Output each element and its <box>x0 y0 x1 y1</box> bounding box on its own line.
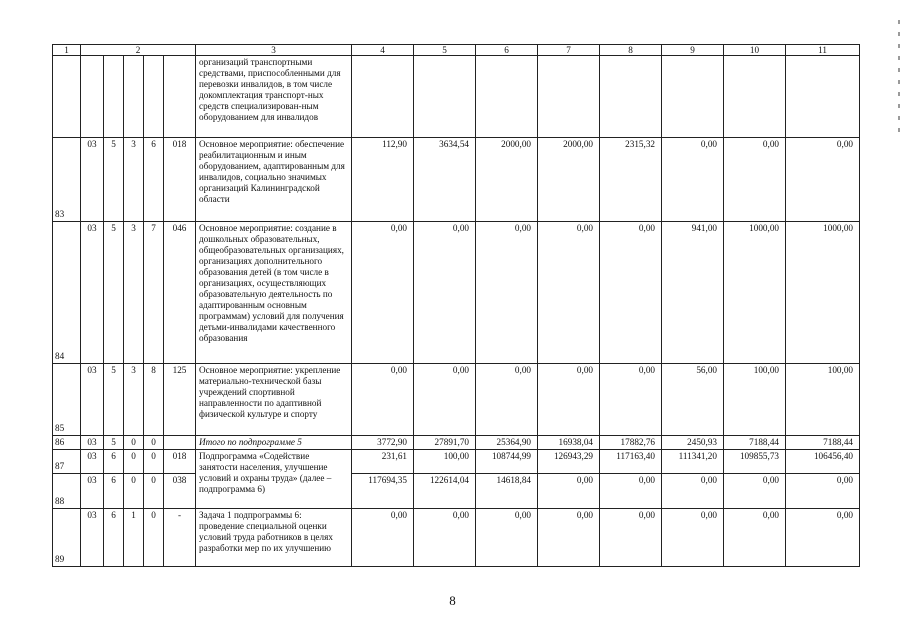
value-cell <box>352 56 414 138</box>
value-cell <box>538 56 600 138</box>
value-cell: 0,00 <box>662 474 724 509</box>
description-cell: Задача 1 подпрограммы 6: проведение специальной оценки условий труда работников в целях разработки мер по их улучшению <box>196 509 352 567</box>
value-cell: 0,00 <box>662 509 724 567</box>
value-cell: 126943,29 <box>538 450 600 474</box>
value-cell: 7188,44 <box>786 436 860 450</box>
value-cell: 109855,73 <box>724 450 786 474</box>
value-cell: 100,00 <box>414 450 476 474</box>
value-cell: 0,00 <box>414 509 476 567</box>
value-cell <box>414 56 476 138</box>
header-cell: 1 <box>53 45 81 56</box>
value-cell: 56,00 <box>662 364 724 436</box>
row-number: 86 <box>53 436 81 450</box>
table-row <box>53 222 860 364</box>
value-cell: 0,00 <box>600 509 662 567</box>
table-row <box>53 56 860 138</box>
code-cell: 0 <box>124 436 144 450</box>
header-cell: 7 <box>538 45 600 56</box>
header-cell: 10 <box>724 45 786 56</box>
value-cell: 17882,76 <box>600 436 662 450</box>
row-number <box>53 56 81 138</box>
value-cell: 0,00 <box>352 509 414 567</box>
code-cell: 03 <box>81 138 104 222</box>
value-cell <box>662 56 724 138</box>
value-cell: 941,00 <box>662 222 724 364</box>
code-cell: 03 <box>81 436 104 450</box>
description-cell: Основное мероприятие: создание в дошкольных образовательных, общеобразовательных организациях, организациях дополнительного образования детей (в том числе в организациях, осуществляющих образовательную деятельность по адаптированным основным программам) условий для получения детьми-инвалидами качественного образования <box>196 222 352 364</box>
code-cell: - <box>164 509 196 567</box>
description-cell: Итого по подпрограмме 5 <box>196 436 352 450</box>
code-cell: 5 <box>104 138 124 222</box>
value-cell: 27891,70 <box>414 436 476 450</box>
header-cell: 9 <box>662 45 724 56</box>
header-cell: 6 <box>476 45 538 56</box>
value-cell: 14618,84 <box>476 474 538 509</box>
code-cell: 125 <box>164 364 196 436</box>
value-cell: 0,00 <box>600 222 662 364</box>
value-cell: 0,00 <box>724 474 786 509</box>
value-cell <box>600 56 662 138</box>
value-cell: 0,00 <box>476 222 538 364</box>
code-cell: 6 <box>144 138 164 222</box>
value-cell: 2000,00 <box>538 138 600 222</box>
value-cell: 3634,54 <box>414 138 476 222</box>
value-cell <box>476 56 538 138</box>
code-cell <box>124 56 144 138</box>
code-cell: 018 <box>164 138 196 222</box>
description-cell: Основное мероприятие: обеспечение реабилитационным и иным оборудованием, адаптированным для инвалидов, социально значимых организаций Калининградской области <box>196 138 352 222</box>
value-cell: 0,00 <box>352 364 414 436</box>
budget-table <box>52 44 860 567</box>
code-cell <box>81 56 104 138</box>
table-row <box>53 474 860 509</box>
header-cell: 11 <box>786 45 860 56</box>
value-cell: 0,00 <box>538 509 600 567</box>
code-cell: 03 <box>81 364 104 436</box>
value-cell: 100,00 <box>786 364 860 436</box>
code-cell: 6 <box>104 474 124 509</box>
code-cell: 3 <box>124 138 144 222</box>
code-cell: 8 <box>144 364 164 436</box>
header-cell: 8 <box>600 45 662 56</box>
value-cell: 0,00 <box>724 509 786 567</box>
header-cell: 5 <box>414 45 476 56</box>
row-number: 87 <box>53 450 81 474</box>
code-cell: 6 <box>104 450 124 474</box>
value-cell: 0,00 <box>352 222 414 364</box>
code-cell: 5 <box>104 364 124 436</box>
table-row <box>53 436 860 450</box>
code-cell: 0 <box>144 509 164 567</box>
value-cell: 1000,00 <box>724 222 786 364</box>
value-cell: 0,00 <box>476 509 538 567</box>
scan-margin-marks <box>898 20 901 180</box>
code-cell: 5 <box>104 222 124 364</box>
value-cell: 0,00 <box>786 138 860 222</box>
value-cell: 1000,00 <box>786 222 860 364</box>
value-cell: 0,00 <box>600 474 662 509</box>
header-cell: 4 <box>352 45 414 56</box>
row-number: 88 <box>53 474 81 509</box>
code-cell: 03 <box>81 222 104 364</box>
value-cell: 0,00 <box>538 474 600 509</box>
code-cell: 0 <box>144 474 164 509</box>
value-cell: 0,00 <box>662 138 724 222</box>
value-cell: 100,00 <box>724 364 786 436</box>
value-cell: 16938,04 <box>538 436 600 450</box>
value-cell: 106456,40 <box>786 450 860 474</box>
code-cell: 0 <box>144 450 164 474</box>
table-row <box>53 364 860 436</box>
value-cell: 25364,90 <box>476 436 538 450</box>
value-cell: 0,00 <box>414 364 476 436</box>
table-row <box>53 450 860 474</box>
code-cell <box>104 56 124 138</box>
value-cell: 0,00 <box>476 364 538 436</box>
value-cell: 0,00 <box>786 474 860 509</box>
header-cell: 2 <box>81 45 196 56</box>
code-cell: 3 <box>124 364 144 436</box>
value-cell: 0,00 <box>724 138 786 222</box>
row-number: 84 <box>53 222 81 364</box>
description-cell: Подпрограмма «Содействие занятости населения, улучшение условий и охраны труда» (далее – подпрограмма 6) <box>196 450 352 509</box>
code-cell: 03 <box>81 509 104 567</box>
value-cell <box>786 56 860 138</box>
code-cell: 0 <box>144 436 164 450</box>
value-cell: 0,00 <box>600 364 662 436</box>
table-row <box>53 509 860 567</box>
code-cell: 6 <box>104 509 124 567</box>
code-cell <box>144 56 164 138</box>
page-number: 8 <box>449 593 456 608</box>
value-cell: 108744,99 <box>476 450 538 474</box>
value-cell: 122614,04 <box>414 474 476 509</box>
table-row <box>53 138 860 222</box>
value-cell <box>724 56 786 138</box>
code-cell <box>164 436 196 450</box>
value-cell: 2450,93 <box>662 436 724 450</box>
value-cell: 2315,32 <box>600 138 662 222</box>
value-cell: 231,61 <box>352 450 414 474</box>
header-row <box>53 45 860 56</box>
code-cell: 046 <box>164 222 196 364</box>
value-cell: 0,00 <box>786 509 860 567</box>
value-cell: 112,90 <box>352 138 414 222</box>
code-cell: 0 <box>124 474 144 509</box>
value-cell: 3772,90 <box>352 436 414 450</box>
value-cell: 117694,35 <box>352 474 414 509</box>
code-cell: 03 <box>81 450 104 474</box>
code-cell: 1 <box>124 509 144 567</box>
code-cell: 018 <box>164 450 196 474</box>
code-cell: 0 <box>124 450 144 474</box>
code-cell: 038 <box>164 474 196 509</box>
description-cell: Основное мероприятие: укрепление материально-технической базы учреждений спортивной направленности по адаптивной физической культуре и спорту <box>196 364 352 436</box>
value-cell: 117163,40 <box>600 450 662 474</box>
row-number: 85 <box>53 364 81 436</box>
header-cell: 3 <box>196 45 352 56</box>
code-cell: 3 <box>124 222 144 364</box>
code-cell: 7 <box>144 222 164 364</box>
code-cell: 03 <box>81 474 104 509</box>
value-cell: 0,00 <box>414 222 476 364</box>
value-cell: 111341,20 <box>662 450 724 474</box>
row-number: 89 <box>53 509 81 567</box>
value-cell: 2000,00 <box>476 138 538 222</box>
row-number: 83 <box>53 138 81 222</box>
value-cell: 0,00 <box>538 222 600 364</box>
code-cell: 5 <box>104 436 124 450</box>
code-cell <box>164 56 196 138</box>
description-cell: организаций транспортными средствами, приспособленными для перевозки инвалидов, в том числе докомплектация транспорт-ных средств специализирован-ным оборудованием для инвалидов <box>196 56 352 138</box>
value-cell: 0,00 <box>538 364 600 436</box>
value-cell: 7188,44 <box>724 436 786 450</box>
